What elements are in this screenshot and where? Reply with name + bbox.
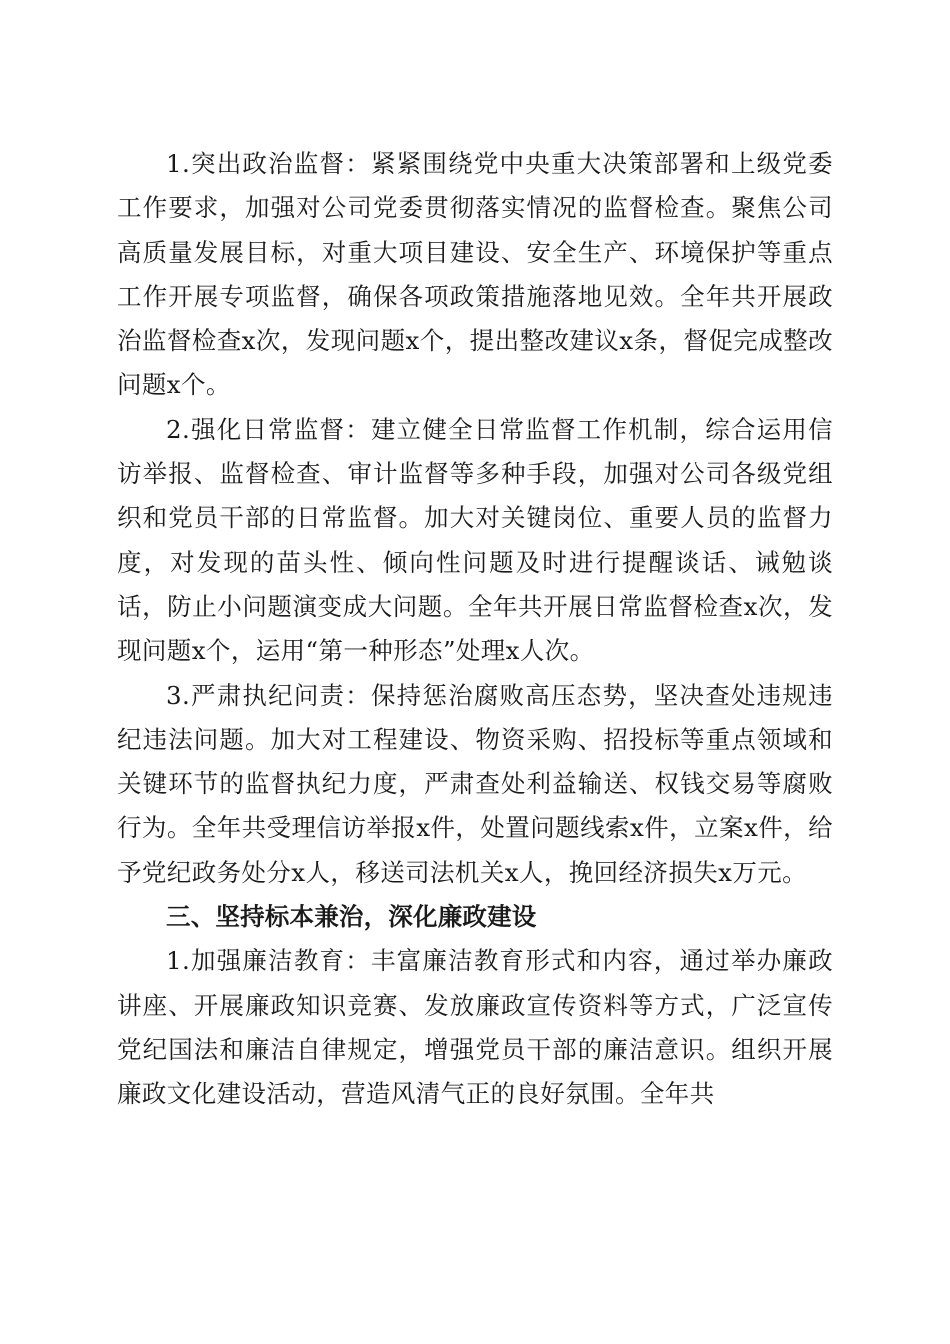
section-heading-integrity: 三、坚持标本兼治，深化廉政建设 (166, 902, 537, 932)
paragraph-political-supervision: 1.突出政治监督：紧紧围绕党中央重大决策部署和上级党委工作要求，加强对公司党委贯彻落实情况的监督检查。聚焦公司高质量发展目标，对重大项目建设、安全生产、环境保护等重点工作开展专项监督，确保各项政策措施落地见效。全年共开展政治监督检查x次，发现问题x个，提出整改建议x条，督促完成整改问题x个。 (117, 149, 833, 400)
paragraph-integrity-education: 1.加强廉洁教育：丰富廉洁教育形式和内容，通过举办廉政讲座、开展廉政知识竞赛、发放廉政宣传资料等方式，广泛宣传党纪国法和廉洁自律规定，增强党员干部的廉洁意识。组织开展廉政文化建设活动，营造风清气正的良好氛围。全年共 (117, 946, 833, 1109)
paragraph-daily-supervision: 2.强化日常监督：建立健全日常监督工作机制，综合运用信访举报、监督检查、审计监督等多种手段，加强对公司各级党组织和党员干部的日常监督。加大对关键岗位、重要人员的监督力度，对发现的苗头性、倾向性问题及时进行提醒谈话、诫勉谈话，防止小问题演变成大问题。全年共开展日常监督检查x次，发现问题x个，运用“第一种形态”处理x人次。 (117, 414, 833, 666)
document-body (117, 142, 833, 1117)
paragraph-discipline-accountability: 3.严肃执纪问责：保持惩治腐败高压态势，坚决查处违规违纪违法问题。加大对工程建设、物资采购、招投标等重点领域和关键环节的监督执纪力度，严肃查处利益输送、权钱交易等腐败行为。全年共受理信访举报x件，处置问题线索x件，立案x件，给予党纪政务处分x人，移送司法机关x人，挽回经济损失x万元。 (117, 680, 833, 887)
